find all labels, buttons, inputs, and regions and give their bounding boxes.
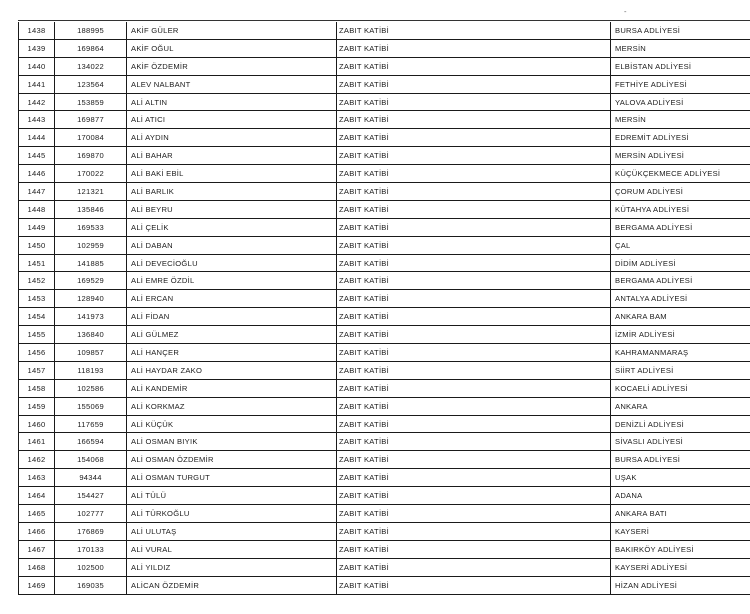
table-row: [18, 22, 750, 40]
workplace-cell: ADANA: [610, 487, 750, 504]
registry-number-cell: 128940: [55, 290, 127, 307]
row-number-cell: 1446: [18, 165, 55, 182]
workplace-cell: DENİZLİ ADLİYESİ: [610, 416, 750, 433]
row-number-cell: 1438: [18, 22, 55, 39]
registry-number-cell: 169870: [55, 147, 127, 164]
registry-number-cell: 136840: [55, 326, 127, 343]
name-cell: ALİ BAHAR: [131, 151, 173, 161]
title-cell: ZABIT KATİBİ: [336, 523, 608, 540]
workplace-cell: BAKIRKÖY ADLİYESİ: [610, 541, 750, 558]
registry-number-cell: 169529: [55, 272, 127, 289]
row-number-cell: 1450: [18, 237, 55, 254]
row-number-cell: 1451: [18, 255, 55, 272]
table-row: [18, 433, 750, 451]
table-row: [18, 219, 750, 237]
name-cell: ALİ ULUTAŞ: [131, 526, 177, 536]
title-cell: ZABIT KATİBİ: [336, 58, 608, 75]
name-cell: AKİF ÖZDEMİR: [131, 61, 189, 71]
registry-number-cell: 169533: [55, 219, 127, 236]
table-top-border: [18, 20, 750, 21]
name-cell: ALİ DEVECİOĞLU: [131, 258, 198, 268]
row-number-cell: 1458: [18, 380, 55, 397]
row-number-cell: 1447: [18, 183, 55, 200]
name-cell: ALİ KÜÇÜK: [131, 419, 174, 429]
title-cell: ZABIT KATİBİ: [336, 344, 608, 361]
name-cell: ALİ ATICI: [131, 115, 166, 125]
table-row: [18, 129, 750, 147]
title-cell: ZABIT KATİBİ: [336, 272, 608, 289]
table-row: [18, 469, 750, 487]
registry-number-cell: 102959: [55, 237, 127, 254]
name-cell: ALİ HAYDAR ZAKO: [131, 365, 203, 375]
header-mark: -: [624, 8, 627, 16]
registry-number-cell: 102500: [55, 559, 127, 576]
workplace-cell: SİVASLI ADLİYESİ: [610, 433, 750, 450]
title-cell: ZABIT KATİBİ: [336, 433, 608, 450]
workplace-cell: DİDİM ADLİYESİ: [610, 255, 750, 272]
row-number-cell: 1449: [18, 219, 55, 236]
title-cell: ZABIT KATİBİ: [336, 362, 608, 379]
title-cell: ZABIT KATİBİ: [336, 416, 608, 433]
title-cell: ZABIT KATİBİ: [336, 237, 608, 254]
workplace-cell: MERSİN: [610, 40, 750, 57]
row-number-cell: 1468: [18, 559, 55, 576]
row-number-cell: 1467: [18, 541, 55, 558]
workplace-cell: KAHRAMANMARAŞ: [610, 344, 750, 361]
registry-number-cell: 141885: [55, 255, 127, 272]
row-number-cell: 1443: [18, 111, 55, 128]
name-cell: ALİ YILDIZ: [131, 562, 171, 572]
name-cell: ALİ BEYRU: [131, 204, 173, 214]
name-cell: ALİ DABAN: [131, 240, 173, 250]
title-cell: ZABIT KATİBİ: [336, 129, 608, 146]
table-row: [18, 183, 750, 201]
table-row: [18, 308, 750, 326]
title-cell: ZABIT KATİBİ: [336, 40, 608, 57]
name-cell: ALİ BARLIK: [131, 186, 175, 196]
name-cell: AKİF OĞUL: [131, 43, 174, 53]
row-number-cell: 1460: [18, 416, 55, 433]
title-cell: ZABIT KATİBİ: [336, 76, 608, 93]
workplace-cell: İZMİR ADLİYESİ: [610, 326, 750, 343]
registry-number-cell: 135846: [55, 201, 127, 218]
registry-number-cell: 154427: [55, 487, 127, 504]
title-cell: ZABIT KATİBİ: [336, 308, 608, 325]
personnel-table: [18, 22, 750, 595]
table-row: [18, 523, 750, 541]
registry-number-cell: 134022: [55, 58, 127, 75]
registry-number-cell: 169864: [55, 40, 127, 57]
title-cell: ZABIT KATİBİ: [336, 541, 608, 558]
workplace-cell: ANTALYA ADLİYESİ: [610, 290, 750, 307]
registry-number-cell: 94344: [55, 469, 127, 486]
name-cell: ALİCAN ÖZDEMİR: [131, 580, 200, 590]
workplace-cell: KÜTAHYA ADLİYESİ: [610, 201, 750, 218]
table-row: [18, 147, 750, 165]
row-number-cell: 1453: [18, 290, 55, 307]
workplace-cell: SİİRT ADLİYESİ: [610, 362, 750, 379]
name-cell: ALİ BAKİ EBİL: [131, 169, 184, 179]
registry-number-cell: 121321: [55, 183, 127, 200]
row-number-cell: 1452: [18, 272, 55, 289]
registry-number-cell: 154068: [55, 451, 127, 468]
name-cell: ALİ OSMAN TURGUT: [131, 473, 210, 483]
row-number-cell: 1469: [18, 577, 55, 594]
table-row: [18, 487, 750, 505]
registry-number-cell: 155069: [55, 398, 127, 415]
workplace-cell: FETHİYE ADLİYESİ: [610, 76, 750, 93]
row-number-cell: 1444: [18, 129, 55, 146]
table-row: [18, 94, 750, 112]
name-cell: ALİ TÜLÜ: [131, 491, 167, 501]
name-cell: ALİ ALTIN: [131, 97, 168, 107]
title-cell: ZABIT KATİBİ: [336, 469, 608, 486]
row-number-cell: 1442: [18, 94, 55, 111]
workplace-cell: UŞAK: [610, 469, 750, 486]
registry-number-cell: 176869: [55, 523, 127, 540]
table-row: [18, 362, 750, 380]
name-cell: ALİ GÜLMEZ: [131, 330, 179, 340]
name-cell: ALİ KANDEMİR: [131, 383, 188, 393]
title-cell: ZABIT KATİBİ: [336, 94, 608, 111]
name-cell: ALEV NALBANT: [131, 79, 191, 89]
title-cell: ZABIT KATİBİ: [336, 290, 608, 307]
table-row: [18, 541, 750, 559]
title-cell: ZABIT KATİBİ: [336, 111, 608, 128]
workplace-cell: KOCAELİ ADLİYESİ: [610, 380, 750, 397]
table-row: [18, 290, 750, 308]
workplace-cell: KAYSERİ ADLİYESİ: [610, 559, 750, 576]
title-cell: ZABIT KATİBİ: [336, 183, 608, 200]
title-cell: ZABIT KATİBİ: [336, 326, 608, 343]
registry-number-cell: 170022: [55, 165, 127, 182]
name-cell: ALİ OSMAN BIYIK: [131, 437, 198, 447]
workplace-cell: EDREMİT ADLİYESİ: [610, 129, 750, 146]
name-cell: ALİ KORKMAZ: [131, 401, 185, 411]
title-cell: ZABIT KATİBİ: [336, 165, 608, 182]
row-number-cell: 1457: [18, 362, 55, 379]
name-cell: ALİ EMRE ÖZDİL: [131, 276, 195, 286]
row-number-cell: 1461: [18, 433, 55, 450]
workplace-cell: BERGAMA ADLİYESİ: [610, 272, 750, 289]
registry-number-cell: 109857: [55, 344, 127, 361]
registry-number-cell: 170084: [55, 129, 127, 146]
name-cell: ALİ OSMAN ÖZDEMİR: [131, 455, 214, 465]
table-row: [18, 237, 750, 255]
name-cell: ALİ FİDAN: [131, 312, 170, 322]
table-row: [18, 577, 750, 595]
workplace-cell: MERSİN ADLİYESİ: [610, 147, 750, 164]
row-number-cell: 1439: [18, 40, 55, 57]
title-cell: ZABIT KATİBİ: [336, 219, 608, 236]
workplace-cell: KAYSERİ: [610, 523, 750, 540]
table-row: [18, 380, 750, 398]
workplace-cell: KÜÇÜKÇEKMECE ADLİYESİ: [610, 165, 750, 182]
row-number-cell: 1440: [18, 58, 55, 75]
registry-number-cell: 102777: [55, 505, 127, 522]
workplace-cell: YALOVA ADLİYESİ: [610, 94, 750, 111]
table-row: [18, 398, 750, 416]
table-row: [18, 505, 750, 523]
row-number-cell: 1466: [18, 523, 55, 540]
title-cell: ZABIT KATİBİ: [336, 398, 608, 415]
row-number-cell: 1464: [18, 487, 55, 504]
table-row: [18, 344, 750, 362]
row-number-cell: 1455: [18, 326, 55, 343]
title-cell: ZABIT KATİBİ: [336, 255, 608, 272]
row-number-cell: 1456: [18, 344, 55, 361]
table-row: [18, 272, 750, 290]
registry-number-cell: 141973: [55, 308, 127, 325]
table-row: [18, 416, 750, 434]
title-cell: ZABIT KATİBİ: [336, 380, 608, 397]
workplace-cell: ELBİSTAN ADLİYESİ: [610, 58, 750, 75]
registry-number-cell: 123564: [55, 76, 127, 93]
title-cell: ZABIT KATİBİ: [336, 147, 608, 164]
registry-number-cell: 117659: [55, 416, 127, 433]
table-row: [18, 40, 750, 58]
table-row: [18, 255, 750, 273]
registry-number-cell: 170133: [55, 541, 127, 558]
table-row: [18, 559, 750, 577]
table-row: [18, 451, 750, 469]
table-row: [18, 326, 750, 344]
title-cell: ZABIT KATİBİ: [336, 22, 608, 39]
registry-number-cell: 169877: [55, 111, 127, 128]
registry-number-cell: 166594: [55, 433, 127, 450]
name-cell: ALİ VURAL: [131, 544, 173, 554]
row-number-cell: 1462: [18, 451, 55, 468]
row-number-cell: 1459: [18, 398, 55, 415]
name-cell: ALİ TÜRKOĞLU: [131, 508, 190, 518]
workplace-cell: ÇAL: [610, 237, 750, 254]
row-number-cell: 1463: [18, 469, 55, 486]
registry-number-cell: 102586: [55, 380, 127, 397]
workplace-cell: BURSA ADLİYESİ: [610, 451, 750, 468]
workplace-cell: ÇORUM ADLİYESİ: [610, 183, 750, 200]
registry-number-cell: 188995: [55, 22, 127, 39]
row-number-cell: 1454: [18, 308, 55, 325]
title-cell: ZABIT KATİBİ: [336, 451, 608, 468]
title-cell: ZABIT KATİBİ: [336, 487, 608, 504]
title-cell: ZABIT KATİBİ: [336, 201, 608, 218]
workplace-cell: HİZAN ADLİYESİ: [610, 577, 750, 594]
registry-number-cell: 118193: [55, 362, 127, 379]
workplace-cell: MERSİN: [610, 111, 750, 128]
table-row: [18, 111, 750, 129]
name-cell: AKİF GÜLER: [131, 25, 179, 35]
row-number-cell: 1441: [18, 76, 55, 93]
name-cell: ALİ ÇELİK: [131, 222, 169, 232]
name-cell: ALİ ERCAN: [131, 294, 174, 304]
registry-number-cell: 153859: [55, 94, 127, 111]
workplace-cell: BURSA ADLİYESİ: [610, 22, 750, 39]
workplace-cell: ANKARA BAM: [610, 308, 750, 325]
row-number-cell: 1465: [18, 505, 55, 522]
title-cell: ZABIT KATİBİ: [336, 577, 608, 594]
table-row: [18, 76, 750, 94]
table-row: [18, 58, 750, 76]
table-row: [18, 165, 750, 183]
name-cell: ALİ AYDIN: [131, 133, 169, 143]
workplace-cell: ANKARA BATI: [610, 505, 750, 522]
registry-number-cell: 169035: [55, 577, 127, 594]
row-number-cell: 1448: [18, 201, 55, 218]
name-cell: ALİ HANÇER: [131, 347, 180, 357]
title-cell: ZABIT KATİBİ: [336, 505, 608, 522]
title-cell: ZABIT KATİBİ: [336, 559, 608, 576]
workplace-cell: ANKARA: [610, 398, 750, 415]
row-number-cell: 1445: [18, 147, 55, 164]
workplace-cell: BERGAMA ADLİYESİ: [610, 219, 750, 236]
table-row: [18, 201, 750, 219]
